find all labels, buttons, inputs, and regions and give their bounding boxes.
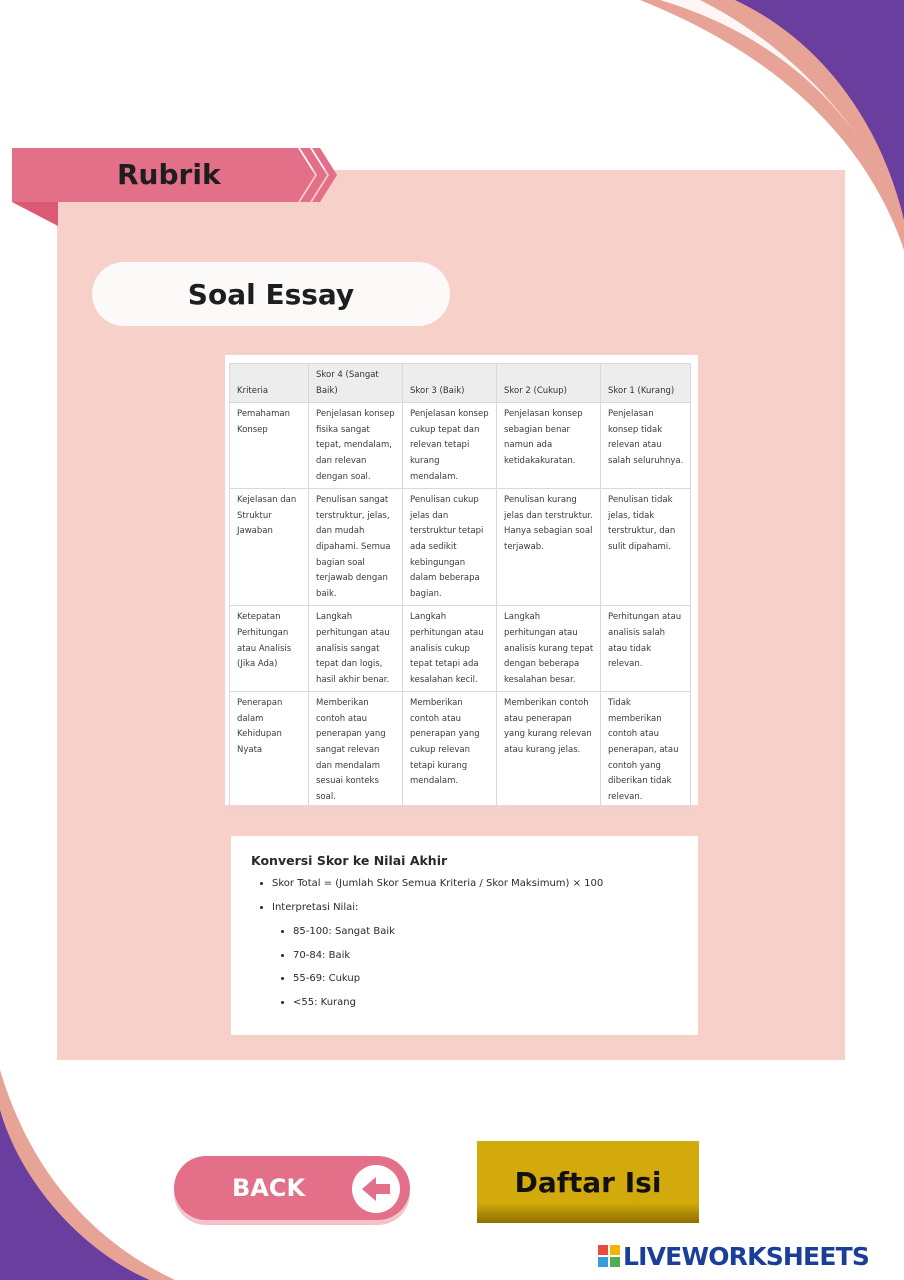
- formula-item: • Skor Total = (Jumlah Skor Semua Kriteria / Skor Maksimum) × 100: [272, 877, 680, 891]
- table-row: [230, 489, 691, 606]
- table-row: [230, 606, 691, 692]
- table-of-contents-label: Daftar Isi: [514, 1165, 662, 1199]
- interpretation-ranges: [272, 925, 680, 1010]
- table-header-row: [230, 364, 691, 403]
- criteria-cell: Kejelasan dan Struktur Jawaban: [230, 489, 309, 606]
- back-button[interactable]: [174, 1156, 410, 1220]
- header-cell: Skor 2 (Cukup): [497, 364, 601, 403]
- chevron-right-icon: [280, 148, 340, 202]
- table-cell: Penjelasan konsep fisika sangat tepat, mendalam, dan relevan dengan soal.: [309, 403, 403, 489]
- header-cell: Skor 3 (Baik): [403, 364, 497, 403]
- table-cell: Memberikan contoh atau penerapan yang sangat relevan dan mendalam sesuai konteks soal.: [309, 692, 403, 809]
- logo-text: LIVEWORKSHEETS: [623, 1241, 870, 1271]
- rubric-table-card: [225, 355, 698, 805]
- liveworksheets-grid-icon: [598, 1245, 620, 1267]
- table-cell: Penulisan kurang jelas dan terstruktur. Hanya sebagian soal terjawab.: [497, 489, 601, 606]
- range-item: • 55-69: Cukup: [293, 972, 680, 986]
- top-right-swoosh-white: [660, 0, 890, 190]
- table-cell: Penulisan cukup jelas dan terstruktur tetapi ada sedikit kebingungan dalam beberapa bagian.: [403, 489, 497, 606]
- arrow-left-icon: [350, 1163, 402, 1215]
- table-cell: Memberikan contoh atau penerapan yang kurang relevan atau kurang jelas.: [497, 692, 601, 809]
- header-banner-fold: [12, 202, 58, 226]
- conversion-list: [251, 877, 680, 1010]
- table-cell: Penjelasan konsep sebagian benar namun ada ketidakakuratan.: [497, 403, 601, 489]
- section-title: Soal Essay: [187, 277, 355, 311]
- table-cell: Penulisan tidak jelas, tidak terstruktur, dan sulit dipahami.: [601, 489, 691, 606]
- liveworksheets-logo: [598, 1242, 869, 1270]
- table-cell: Penulisan sangat terstruktur, jelas, dan mudah dipahami. Semua bagian soal terjawab dengan baik.: [309, 489, 403, 606]
- header-cell: Skor 1 (Kurang): [601, 364, 691, 403]
- table-cell: Langkah perhitungan atau analisis kurang tepat dengan beberapa kesalahan besar.: [497, 606, 601, 692]
- table-cell: Penjelasan konsep cukup tepat dan relevan tetapi kurang mendalam.: [403, 403, 497, 489]
- criteria-cell: Ketepatan Perhitungan atau Analisis (Jika Ada): [230, 606, 309, 692]
- table-cell: Tidak memberikan contoh atau penerapan, atau contoh yang diberikan tidak relevan.: [601, 692, 691, 809]
- header-cell: Skor 4 (Sangat Baik): [309, 364, 403, 403]
- header-cell: Kriteria: [230, 364, 309, 403]
- page-title: Rubrik: [117, 158, 221, 191]
- score-conversion-card: [231, 836, 698, 1035]
- conversion-title: Konversi Skor ke Nilai Akhir: [251, 853, 448, 868]
- range-item: • 70-84: Baik: [293, 949, 680, 963]
- criteria-cell: Pemahaman Konsep: [230, 403, 309, 489]
- table-of-contents-button[interactable]: [477, 1141, 699, 1223]
- table-row: [230, 692, 691, 809]
- bottom-left-swoosh-purple: [0, 1090, 150, 1280]
- range-item: • <55: Kurang: [293, 996, 680, 1010]
- back-button-label: BACK: [232, 1174, 306, 1202]
- interpretation-label: Interpretasi Nilai:: [272, 902, 359, 913]
- range-item: • 85-100: Sangat Baik: [293, 925, 680, 939]
- table-cell: Langkah perhitungan atau analisis cukup tepat tetapi ada kesalahan kecil.: [403, 606, 497, 692]
- table-cell: Penjelasan konsep tidak relevan atau salah seluruhnya.: [601, 403, 691, 489]
- criteria-cell: Penerapan dalam Kehidupan Nyata: [230, 692, 309, 809]
- interpretation-item: [272, 901, 680, 1010]
- table-cell: Perhitungan atau analisis salah atau tidak relevan.: [601, 606, 691, 692]
- bottom-left-swoosh-salmon: [0, 1070, 175, 1280]
- rubric-table: [229, 363, 691, 809]
- section-title-pill: [92, 262, 450, 326]
- table-cell: Memberikan contoh atau penerapan yang cukup relevan tetapi kurang mendalam.: [403, 692, 497, 809]
- table-cell: Langkah perhitungan atau analisis sangat tepat dan logis, hasil akhir benar.: [309, 606, 403, 692]
- table-row: [230, 403, 691, 489]
